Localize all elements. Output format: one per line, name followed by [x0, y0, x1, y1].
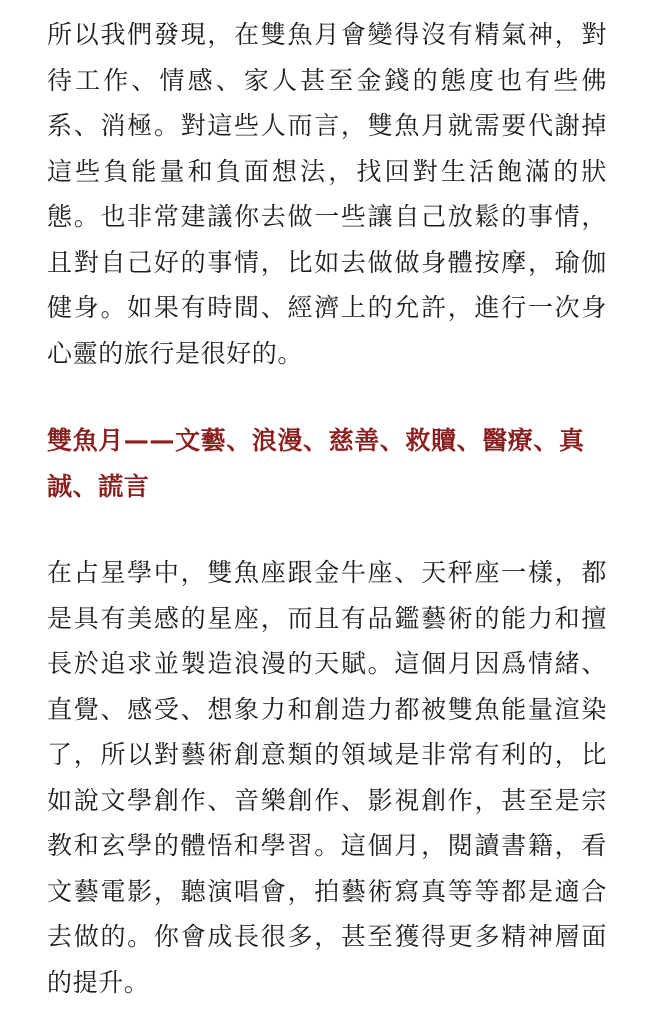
- article-paragraph: 在占星學中，雙魚座跟金牛座、天秤座一樣，都是具有美感的星座，而且有品鑑藝術的能力和擅長於追求並製造浪漫的天賦。這個月因爲情緒、直覺、感受、想象力和創造力都被雙魚能量渲染了，所以對藝術創意類的領域是非常有利的，比如說文學創作、音樂創作、影視創作，甚至是宗教和玄學的體悟和學習。這個月，閱讀書籍，看文藝電影，聽演唱會，拍藝術寫真等等都是適合去做的。你會成長很多，甚至獲得更多精神層面的提升。: [47, 558, 607, 997]
- section-heading: 雙魚月——文藝、浪漫、慈善、救贖、醫療、真誠、謊言: [47, 426, 585, 501]
- article-paragraph: 所以我們發現，在雙魚月會變得沒有精氣神，對待工作、情感、家人甚至金錢的態度也有些佛系、消極。對這些人而言，雙魚月就需要代謝掉這些負能量和負面想法，找回對生活飽滿的狀態。也非常建議你去做一些讓自己放鬆的事情，且對自己好的事情，比如去做做身體按摩，瑜伽健身。如果有時間、經濟上的允許，進行一次身心靈的旅行是很好的。: [47, 20, 607, 368]
